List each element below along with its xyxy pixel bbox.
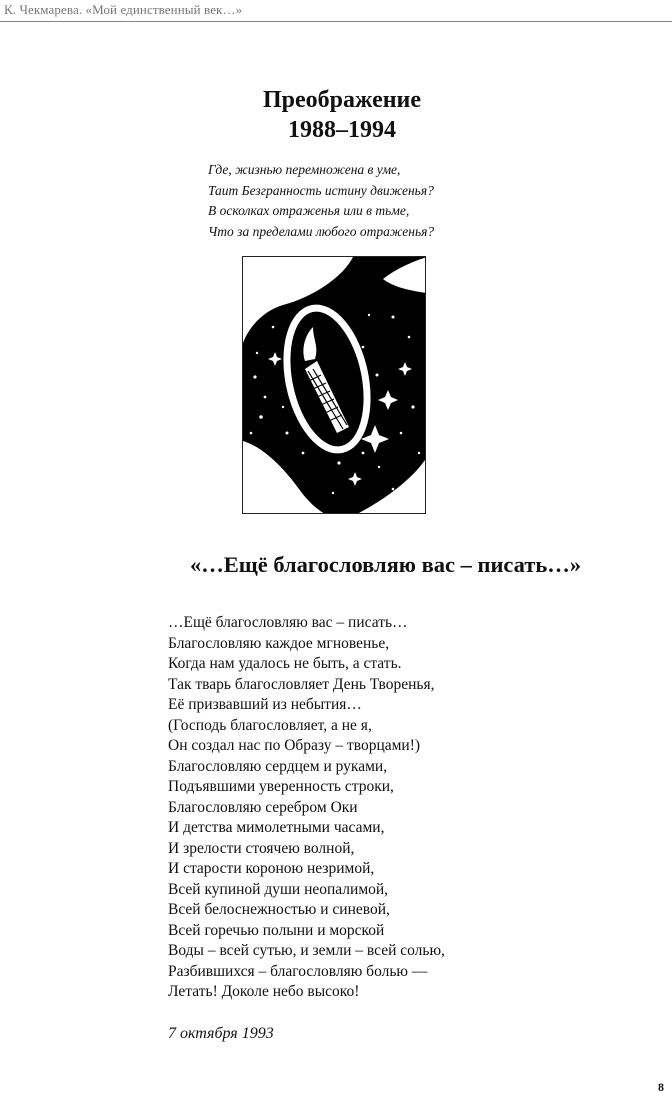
poem-line: Он создал нас по Образу – творцами!) [168, 737, 421, 754]
poem-line: Всей горечью полыни и морской [168, 921, 385, 939]
poem-title: «…Ещё благословляю вас – писать…» [190, 552, 582, 577]
poem-line: Всей белоснежностью и синевой, [168, 901, 390, 918]
running-head: К. Чекмарева. «Мой единственный век…» [4, 2, 243, 17]
poem-line: И старости короною незримой, [168, 860, 375, 877]
header-divider [0, 21, 672, 22]
poem-line: Подъявшими уверенность строки, [168, 778, 394, 795]
poem-line: Так тварь благословляет День Творенья, [168, 675, 435, 693]
poem-line: Всей купиной души неопалимой, [168, 880, 389, 898]
poem-line: Её призвавший из небытия… [168, 696, 362, 713]
poem-line: Когда нам удалось не быть, а стать. [168, 655, 402, 672]
poem-line: Благословляю сердцем и руками, [168, 757, 388, 775]
poem-line: (Господь благословляет, а не я, [168, 716, 372, 734]
epigraph [208, 160, 434, 242]
page-number: 8 [658, 1080, 664, 1094]
epigraph-line: В осколках отраженья или в тьме, [208, 203, 410, 218]
poem-line: Воды – всей сутью, и земли – всей солью, [168, 942, 445, 959]
poem-line: Разбившихся – благословляю болью — [168, 962, 428, 980]
epigraph-line: Таит Безгранность истину движенья? [208, 182, 434, 198]
poem-line: …Ещё благословляю вас – писать… [168, 614, 408, 631]
epigraph-line: Где, жизнью перемножена в уме, [208, 162, 401, 177]
poem-body [168, 613, 445, 1003]
poem-date: 7 октября 1993 [168, 1025, 274, 1042]
poem-line: Благословляю каждое мгновенье, [168, 634, 390, 652]
poem-line: Благословляю серебром Оки [168, 798, 358, 816]
poem-line: И детства мимолетными часами, [168, 819, 385, 836]
candle-illustration [242, 256, 426, 514]
poem-line: И зрелости стоячею волной, [168, 839, 355, 857]
poem-line: Летать! Доколе небо высоко! [168, 983, 360, 1000]
section-years: 1988–1994 [288, 117, 396, 143]
epigraph-line: Что за пределами любого отраженья? [208, 223, 435, 239]
section-title: Преображение [262, 87, 422, 113]
